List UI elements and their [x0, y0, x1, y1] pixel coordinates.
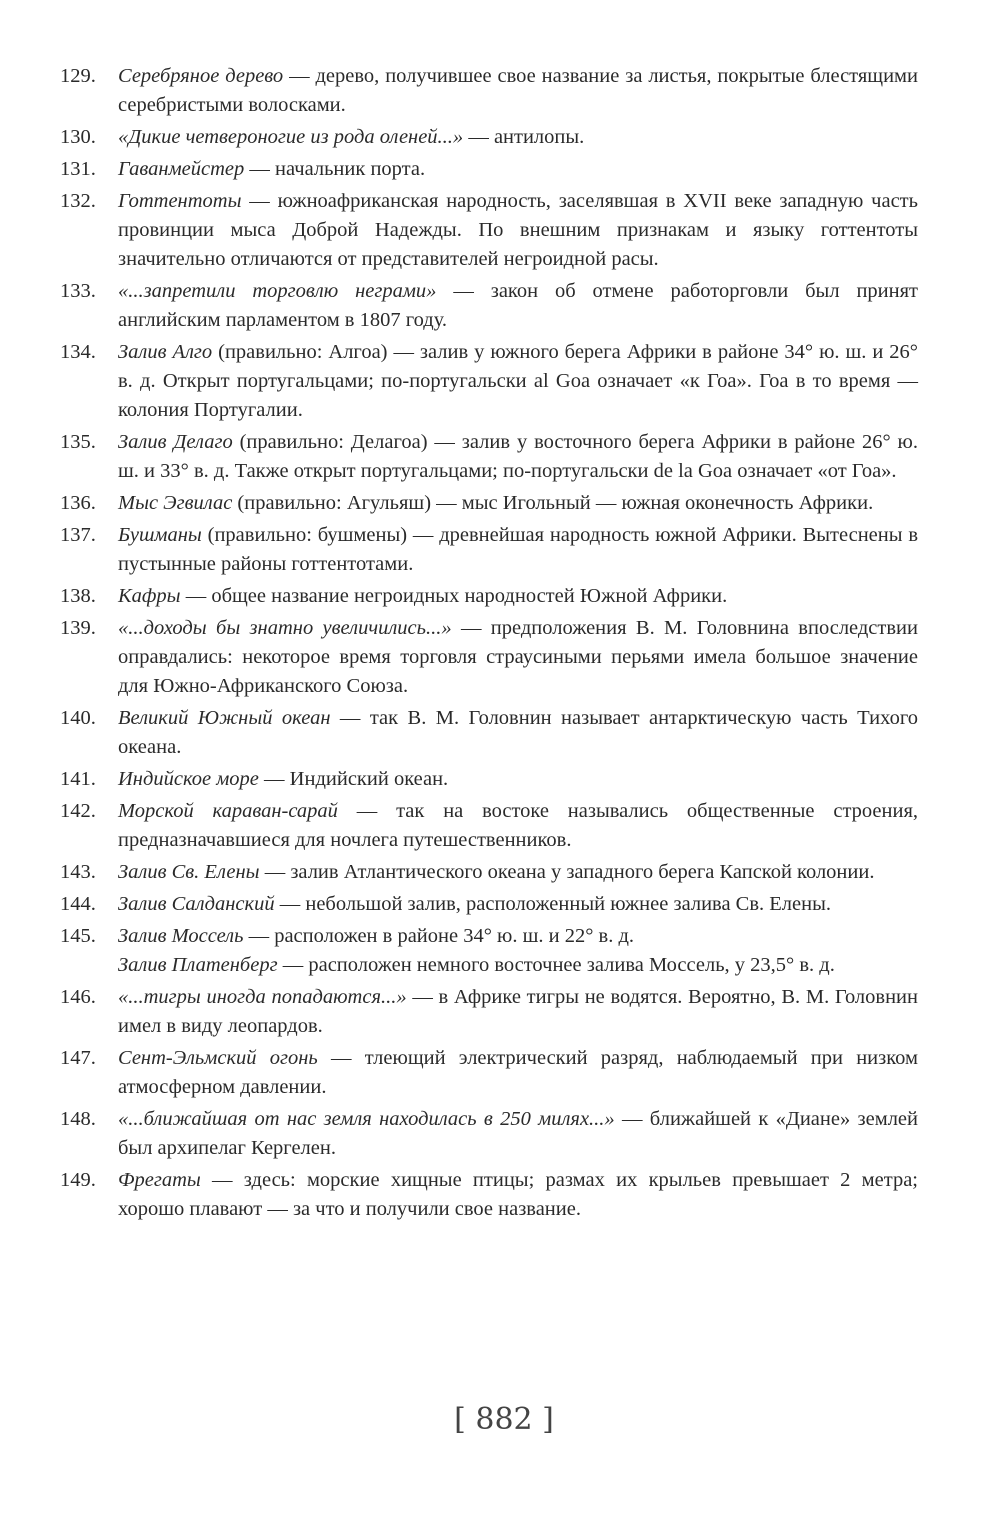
note-number: 133.	[60, 280, 96, 302]
note-term: Сент-Эльмский огонь	[118, 1047, 318, 1069]
note-body	[118, 489, 918, 518]
note-entry	[60, 155, 918, 184]
note-text: — общее название негроидных народностей Южной Африки.	[180, 585, 728, 607]
note-number: 141.	[60, 768, 96, 790]
note-entry	[60, 858, 918, 887]
notes-list	[60, 62, 918, 1227]
note-text: — расположен немного восточнее залива Моссель, у 23,5° в. д.	[277, 954, 835, 976]
note-text: — расположен в районе 34° ю. ш. и 22° в. д.	[243, 925, 635, 947]
note-text: — залив Атлантического океана у западного берега Капской колонии.	[259, 861, 875, 883]
note-text: (правильно: Агульяш) — мыс Игольный — южная оконечность Африки.	[232, 492, 874, 514]
note-entry	[60, 704, 918, 762]
note-subentry	[118, 951, 918, 980]
note-entry	[60, 1105, 918, 1163]
note-entry	[60, 922, 918, 980]
note-text: — дерево, получившее свое название за листья, покрытые блестящими серебристыми волосками.	[118, 65, 919, 116]
note-body	[118, 1044, 918, 1102]
note-number: 140.	[60, 707, 96, 729]
note-body	[118, 277, 918, 335]
note-number: 129.	[60, 65, 96, 87]
note-term: Бушманы	[118, 524, 202, 546]
note-text: — закон об отмене работорговли был принят английским парламентом в 1807 году.	[118, 280, 918, 331]
note-text: (правильно: бушмены) — древнейшая народность южной Африки. Вытеснены в пустынные районы готтентотами.	[118, 524, 918, 575]
note-term: Залив Платенберг	[118, 954, 278, 976]
note-body	[118, 187, 918, 274]
note-text: — Индийский океан.	[258, 768, 449, 790]
note-entry	[60, 614, 918, 701]
note-text: — в Африке тигры не водятся. Вероятно, В. М. Головнин имел в виду леопардов.	[118, 986, 918, 1037]
note-body	[118, 922, 918, 980]
note-entry	[60, 1044, 918, 1102]
note-entry	[60, 187, 918, 274]
note-number: 138.	[60, 585, 96, 607]
note-entry	[60, 983, 918, 1041]
note-entry	[60, 1166, 918, 1224]
note-entry	[60, 277, 918, 335]
note-entry	[60, 521, 918, 579]
note-text: — ближайшей к «Диане» землей был архипелаг Кергелен.	[118, 1108, 918, 1159]
note-entry	[60, 582, 918, 611]
note-text: — небольшой залив, расположенный южнее залива Св. Елены.	[274, 893, 832, 915]
note-term: Индийское море	[118, 768, 259, 790]
note-term: Гаванмейстер	[118, 158, 245, 180]
note-entry	[60, 797, 918, 855]
note-term: Морской караван-сарай	[118, 800, 338, 822]
note-body	[118, 797, 918, 855]
note-term: Великий Южный океан	[118, 707, 331, 729]
note-term: Серебряное дерево	[118, 65, 284, 87]
note-entry	[60, 428, 918, 486]
note-number: 145.	[60, 925, 96, 947]
note-number: 136.	[60, 492, 96, 514]
note-term: «Дикие четвероногие из рода оленей...»	[118, 126, 464, 148]
note-term: «...запретили торговлю неграми»	[118, 280, 437, 302]
note-term: Залив Алго	[118, 341, 213, 363]
note-body	[118, 521, 918, 579]
note-body	[118, 858, 918, 887]
note-term: Залив Делаго	[118, 431, 233, 453]
note-term: Залив Св. Елены	[118, 861, 260, 883]
note-number: 135.	[60, 431, 96, 453]
note-text: — южноафриканская народность, заселявшая в XVII веке западную часть провинции мыса Доброй Надежды. По внешним признакам и языку готтентоты значительно отличаются от представителей негроидной расы.	[118, 190, 918, 270]
note-term: Мыс Эгвилас	[118, 492, 233, 514]
note-number: 130.	[60, 126, 96, 148]
note-number: 148.	[60, 1108, 96, 1130]
note-term: Готтентоты	[118, 190, 242, 212]
note-body	[118, 123, 918, 152]
note-text: — так В. М. Головнин называет антарктическую часть Тихого океана.	[118, 707, 919, 758]
note-body	[118, 155, 918, 184]
note-number: 134.	[60, 341, 96, 363]
note-number: 132.	[60, 190, 96, 212]
note-entry	[60, 338, 918, 425]
note-entry	[60, 890, 918, 919]
note-term: Залив Моссель	[118, 925, 244, 947]
note-number: 139.	[60, 617, 96, 639]
note-number: 149.	[60, 1169, 96, 1191]
note-body	[118, 582, 918, 611]
note-text: (правильно: Алгоа) — залив у южного берега Африки в районе 34° ю. ш. и 26° в. д. Открыт португальцами; по-португальски al Goa означает «к Гоа». Гоа в то время — колония Португалии.	[118, 341, 918, 421]
note-term: «...тигры иногда попадаются...»	[118, 986, 407, 1008]
note-entry	[60, 489, 918, 518]
note-text: — антилопы.	[463, 126, 585, 148]
note-number: 144.	[60, 893, 96, 915]
note-entry	[60, 765, 918, 794]
note-text: — так на востоке назывались общественные строения, предназначавшиеся для ночлега путешественников.	[118, 800, 918, 851]
page-number: [ 882 ]	[454, 1402, 554, 1437]
note-body	[118, 1166, 918, 1224]
note-body	[118, 1105, 918, 1163]
note-number: 147.	[60, 1047, 96, 1069]
note-number: 142.	[60, 800, 96, 822]
note-number: 131.	[60, 158, 96, 180]
note-number: 146.	[60, 986, 96, 1008]
note-body	[118, 983, 918, 1041]
note-term: «...доходы бы знатно увеличились...»	[118, 617, 452, 639]
note-term: Залив Салданский	[118, 893, 275, 915]
note-term: Фрегаты	[118, 1169, 201, 1191]
note-term: «...ближайшая от нас земля находилась в 250 милях...»	[118, 1108, 615, 1130]
note-body	[118, 614, 918, 701]
note-number: 137.	[60, 524, 96, 546]
note-entry	[60, 123, 918, 152]
note-term: Кафры	[118, 585, 181, 607]
note-body	[118, 62, 918, 120]
note-body	[118, 338, 918, 425]
note-text: — предположения В. М. Головнина впоследствии оправдались: некоторое время торговля страусиными перьями имела большое значение для Южно-Африканского Союза.	[118, 617, 918, 697]
note-body	[118, 704, 918, 762]
note-body	[118, 765, 918, 794]
note-text: — тлеющий электрический разряд, наблюдаемый при низком атмосферном давлении.	[118, 1047, 918, 1098]
note-entry	[60, 62, 918, 120]
note-text: — здесь: морские хищные птицы; размах их крыльев превышает 2 метра; хорошо плавают — за что и получили свое название.	[118, 1169, 918, 1220]
note-body	[118, 890, 918, 919]
note-text: — начальник порта.	[244, 158, 426, 180]
note-text: (правильно: Делагоа) — залив у восточного берега Африки в районе 26° ю. ш. и 33° в. д. Также открыт португальцами; по-португальски de la Goa означает «от Гоа».	[118, 431, 918, 482]
note-body	[118, 428, 918, 486]
note-number: 143.	[60, 861, 96, 883]
